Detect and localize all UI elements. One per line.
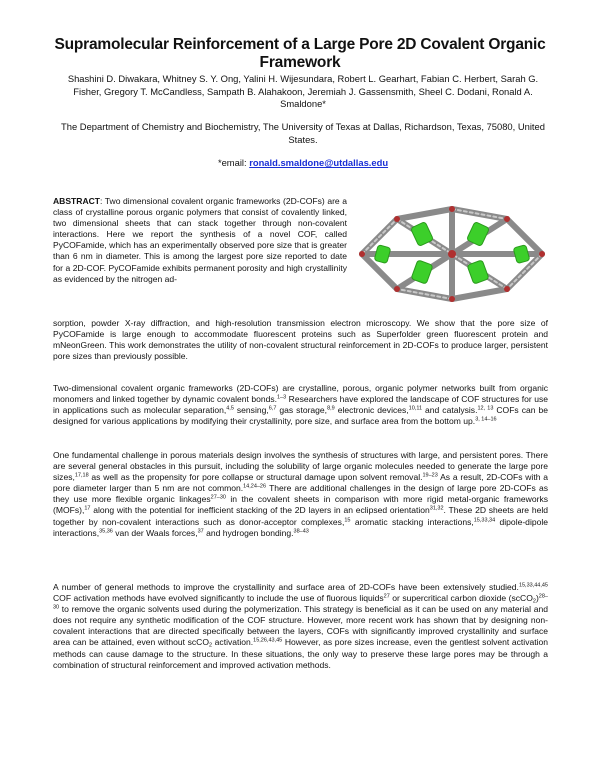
text-run: Researchers have explored the landscape of COF structures for use in applications such as molecular separation, bbox=[53, 394, 548, 416]
text-run: A number of general methods to improve the crystallinity and surface area of 2D-COFs have been extensively studied. bbox=[53, 582, 519, 592]
citation-superscript: 15,26,43,45 bbox=[253, 637, 283, 644]
affiliation: The Department of Chemistry and Biochemistry, The University of Texas at Dallas, Richardson, Texas, 75080, United States. bbox=[61, 121, 545, 145]
body-paragraph-3 bbox=[53, 582, 548, 671]
citation-superscript: 10,11 bbox=[408, 405, 423, 412]
email-link[interactable]: ronald.smaldone@utdallas.edu bbox=[249, 157, 389, 168]
abstract-text-1: : Two dimensional covalent organic frameworks (2D-COFs) are a class of crystalline porous organic polymers that consist of covalently linked, two dimensional sheets that can stack together through non-covalent interactions. Here we report the synthesis of a novel COF, called PyCOFamide, which has an experimentally observed pore size that is greater than 6 nm in diameter. This is among the largest pore size reported to date for a 2D-COF. PyCOFamide exhibits permanent porosity and high crystallinity as evidenced by the nitrogen ad- bbox=[53, 196, 347, 284]
text-run: and hydrogen bonding. bbox=[203, 527, 294, 538]
author-list: Shashini D. Diwakara, Whitney S. Y. Ong, Yalini H. Wijesundara, Robert L. Gearhart, Fabian C. Herbert, Sarah G. Fisher, Gregory T. McCandless, Sampath B. Alahakoon, Jeremiah J. Gassensmith, Sheel C. Dodani, Ronald A. Smaldone* bbox=[67, 73, 539, 109]
citation-superscript: 31,32 bbox=[429, 505, 444, 512]
citation-superscript: 15 bbox=[344, 517, 351, 524]
citation-superscript: 19–23 bbox=[422, 472, 438, 479]
citation-superscript: 12, 13 bbox=[477, 405, 494, 412]
citation-superscript: 8,9 bbox=[327, 405, 335, 412]
text-run: and catalysis. bbox=[422, 405, 478, 416]
citation-superscript: 27 bbox=[383, 593, 390, 600]
contact-email-line bbox=[58, 157, 548, 169]
email-label: *email: bbox=[217, 157, 247, 168]
abstract-top bbox=[53, 196, 347, 285]
text-run: There are additional challenges in the design of large pore 2D-COFs as they use more flexible organic linkages bbox=[53, 483, 548, 505]
text-run: As a result, 2D-COFs with a pore diameter larger than 5 nm are not common. bbox=[53, 472, 548, 494]
citation-superscript: 35,36 bbox=[99, 528, 113, 535]
body-paragraph-2 bbox=[53, 450, 548, 539]
text-run: However, as pore sizes increase, even the gentlest solvent activation methods can cause damage to the structure. In these situations, the only way to preserve these large pores may be through a combination of structural reinforcement and improved activation methods. bbox=[53, 637, 548, 670]
text-run: Two-dimensional covalent organic frameworks (2D-COFs) are crystalline, porous, organic polymer networks built from organic monomers and linked together by dynamic covalent bonds. bbox=[53, 383, 548, 405]
abstract-bottom: sorption, powder X-ray diffraction, and high-resolution transmission electron microscopy. We show that the pore size of PyCOFamide is large enough to accommodate fluorescent proteins such as Superfolder green fluorescent protein and mNeonGreen. This work demonstrates the utility of non-covalent structural reinforcement in 2D-COFs to produce larger, persistent pore sizes than previously possible. bbox=[53, 318, 548, 362]
paper-title: Supramolecular Reinforcement of a Large Pore 2D Covalent Organic Framework bbox=[54, 36, 546, 71]
citation-superscript: 28–30 bbox=[53, 593, 548, 611]
subscript: 2 bbox=[208, 642, 213, 649]
text-run: dipole-dipole interactions, bbox=[53, 516, 548, 538]
abstract-label: ABSTRACT bbox=[53, 196, 101, 206]
citation-superscript: 17 bbox=[84, 505, 91, 512]
text-run: One fundamental challenge in porous materials design involves the synthesis of structures with large, and persistent pores. There are several general obstacles in this pursuit, including the solubility of large organic molecules needed to generate the large pore sizes, bbox=[53, 450, 548, 483]
citation-superscript: 6,7 bbox=[268, 405, 277, 412]
citation-superscript: 15,33,34 bbox=[473, 517, 496, 524]
citation-superscript: 3, 14–16 bbox=[475, 416, 497, 423]
text-run: sensing, bbox=[233, 405, 269, 416]
subscript: 2 bbox=[532, 598, 536, 605]
citation-superscript: 1–3 bbox=[277, 394, 287, 401]
text-run: . These 2D sheets are held together by non-covalent interactions such as donor-acceptor complexes, bbox=[53, 505, 548, 527]
citation-superscript: 4,5 bbox=[226, 405, 234, 412]
citation-superscript: 38–43 bbox=[293, 528, 309, 535]
text-run: COFs can be designed for various applications by modifying their crystallinity, pore size, and surface area from the bottom up. bbox=[53, 405, 548, 427]
text-run: COF activation methods have evolved significantly to include the use of fluorous liquids bbox=[53, 593, 384, 604]
text-run: or supercritical carbon dioxide (scCO bbox=[389, 593, 533, 604]
text-run: electronic devices, bbox=[334, 405, 409, 416]
text-run: gas storage, bbox=[276, 405, 328, 416]
text-run: along with the potential for inefficient stacking of the 2D layers in an eclipsed orientation bbox=[90, 505, 430, 516]
text-run: van der Waals forces, bbox=[112, 527, 198, 538]
text-run: to remove the organic solvents used during the polymerization. This strategy is beneficial as it can be used on any material and does not require any synthetic modification of the COF structure. However, more recent work has shown that by designing non-covalent interactions that are directed specifically between the layers, COFs with significantly improved crystallinity and surface area can be attained, even without scCO bbox=[53, 604, 548, 648]
citation-superscript: 17,18 bbox=[74, 472, 89, 479]
citation-superscript: 37 bbox=[197, 528, 204, 535]
toc-graphic bbox=[352, 194, 552, 314]
text-run: as well as the propensity for pore collapse or structural damage upon solvent removal. bbox=[88, 472, 423, 483]
citation-superscript: 15,33,44,45 bbox=[518, 582, 548, 589]
text-run: activation. bbox=[212, 637, 254, 648]
text-run: ) bbox=[535, 593, 539, 604]
citation-superscript: 14,24–26 bbox=[243, 483, 267, 490]
text-run: aromatic stacking interactions, bbox=[350, 516, 474, 527]
text-run: in the covalent sheets in comparison with more rigid metal-organic frameworks (MOFs), bbox=[53, 494, 548, 516]
citation-superscript: 27–30 bbox=[210, 494, 226, 501]
body-paragraph-1 bbox=[53, 383, 548, 427]
